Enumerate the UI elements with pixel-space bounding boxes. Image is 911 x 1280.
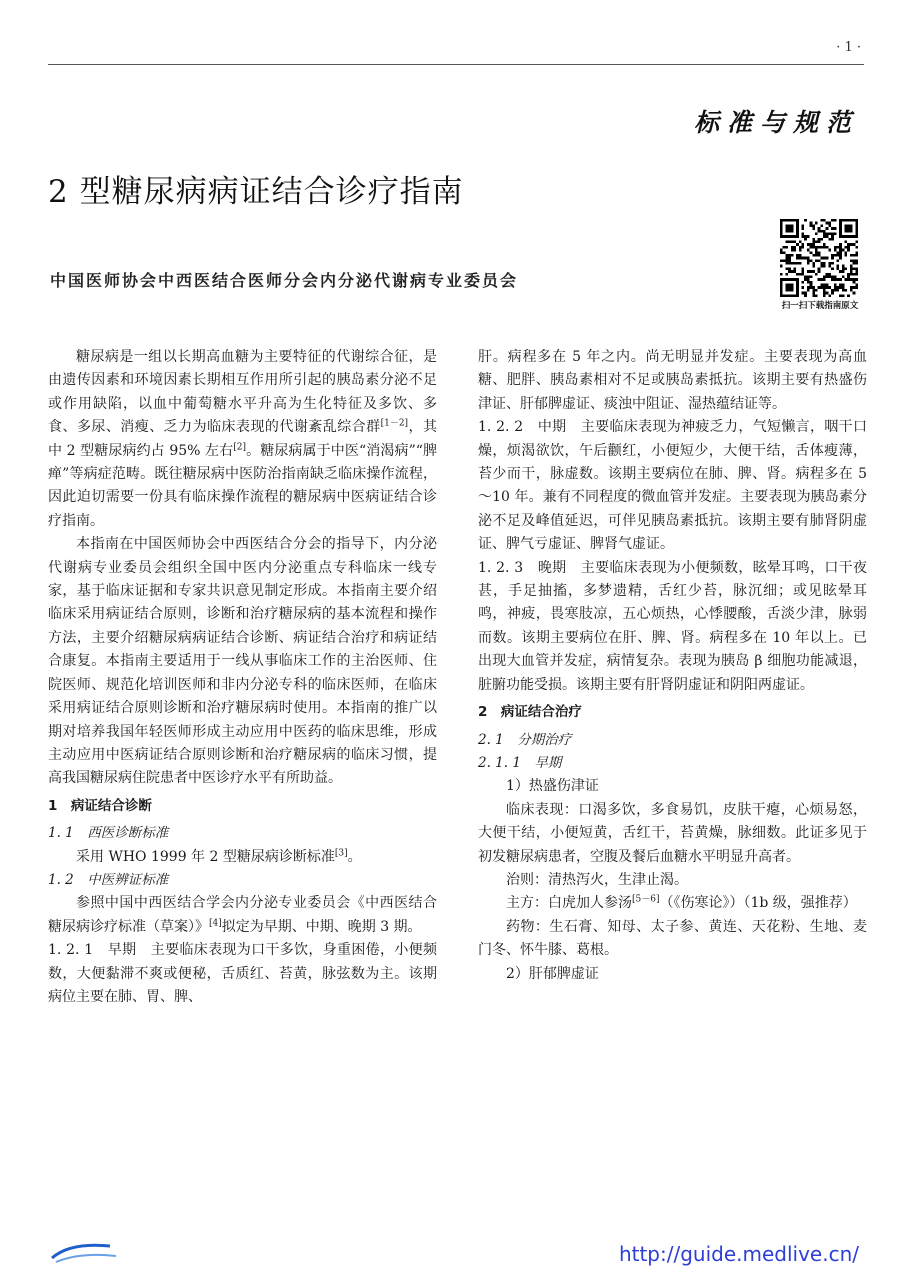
citation[interactable]: [3] <box>334 848 348 859</box>
article-title: 2 型糖尿病病证结合诊疗指南 <box>48 174 464 210</box>
intro-paragraph <box>48 346 437 533</box>
paragraph-text: 参照中国中西医结合学会内分泌专业委员会《中西医结合糖尿病诊疗标准（草案）》 <box>48 895 437 935</box>
paragraph-text: 拟定为早期、中期、晚期 3 期。 <box>221 918 422 935</box>
paragraph <box>478 892 867 915</box>
list-item: 1）热盛伤津证 <box>506 778 599 795</box>
citation[interactable]: [4] <box>209 918 222 929</box>
scope-paragraph: 本指南在中国医师协会中西医结合分会的指导下，内分泌代谢病专业委员会组织全国中医内分泌重点专科临床一线专家，基于临床证据和专家共识意见制定形成。本指南主要介绍临床采用病证结合原则，诊断和治疗糖尿病的基本流程和操作方法，主要介绍糖尿病病证结合诊断、病证结合治疗和病证结合康复。本指南主要适用于一线从事临床工作的主治医师、住院医师、规范化培训医师和非内分泌专科的临床医师，在临床采用病证结合原则诊断和治疗糖尿病时使用。本指南的推广以期对培养我国年轻医师形成主动应用中医药的临床思维，形成主动应用中医病证结合原则诊断和治疗糖尿病的临床习惯，提高我国糖尿病住院患者中医诊疗水平有所助益。 <box>48 536 437 787</box>
intro-text-b: ，其中 2 型糖尿病约占 95% 左右 <box>48 419 437 459</box>
paragraph-text: 。 <box>347 848 362 865</box>
section-heading: 1 病证结合诊断 <box>48 797 152 814</box>
subsection-heading: 2. 1 分期治疗 <box>478 731 572 748</box>
qr-code-icon[interactable] <box>780 219 858 297</box>
paragraph: 1. 2. 2 中期 主要临床表现为神疲乏力，气短懒言，咽干口燥，烦渴欲饮，午后颧红，小便短少，大便干结，舌体瘦薄，苔少而干，脉虚数。该期主要病位在肺、脾、肾。病程多在 5～10 年。兼有不同程度的微血管并发症。主要表现为胰岛素分泌不足及峰值延迟，可伴见胰岛素抵抗。该期主要有肺肾阴虚证、脾气亏虚证、脾肾气虚证。 <box>478 419 867 553</box>
section-heading: 2 病证结合治疗 <box>478 704 582 721</box>
paragraph: 药物：生石膏、知母、太子参、黄连、天花粉、生地、麦门冬、怀牛膝、葛根。 <box>478 918 867 959</box>
paragraph: 1. 2. 3 晚期 主要临床表现为小便频数，眩晕耳鸣，口干夜甚，手足抽搐，多梦遗精，舌红少苔，脉沉细；或见眩晕耳鸣，神疲，畏寒肢凉，五心烦热，心悸腰酸，舌淡少津，脉弱而数。该期主要病位在肝、脾、肾。病程多在 10 年以上。已出现大血管并发症，病情复杂。表现为胰岛 β 细胞功能减退，脏腑功能受损。该期主要有肝肾阴虚证和阴阳两虚证。 <box>478 559 867 693</box>
paragraph <box>48 846 437 869</box>
medlive-logo[interactable] <box>50 1238 120 1266</box>
intro-text-c: 。糖尿病属于中医“消渴病”“脾瘅”等病症范畴。既往糖尿病中医防治指南缺乏临床操作流程，因此迫切需要一份具有临床操作流程的糖尿病中医病证结合诊疗指南。 <box>48 442 437 529</box>
paragraph: 临床表现：口渴多饮，多食易饥，皮肤干瘪，心烦易怒，大便干结，小便短黄，舌红干，苔黄燥，脉细数。此证多见于初发糖尿病患者，空腹及餐后血糖水平明显升高者。 <box>478 801 867 865</box>
citation[interactable]: [2] <box>233 442 246 453</box>
top-rule <box>48 64 864 65</box>
paragraph-text: （《伤寒论》）（1b 级，强推荐） <box>659 895 857 912</box>
page-number: · 1 · <box>836 40 861 55</box>
subsection-heading: 1. 2 中医辨证标准 <box>48 871 169 888</box>
paragraph-text: 主方：白虎加人参汤 <box>506 895 632 912</box>
subsection-heading: 2. 1. 1 早期 <box>478 754 562 771</box>
footer-url[interactable]: http://guide.medlive.cn/ <box>618 1242 859 1266</box>
section-label: 标准与规范 <box>693 108 859 137</box>
list-item: 2）肝郁脾虚证 <box>506 965 599 982</box>
paragraph: 肝。病程多在 5 年之内。尚无明显并发症。主要表现为高血糖、肥胖、胰岛素相对不足或胰岛素抵抗。该期主要有热盛伤津证、肝郁脾虚证、痰浊中阻证、湿热蕴结证等。 <box>478 349 867 412</box>
paragraph: 1. 2. 1 早期 主要临床表现为口干多饮，身重困倦，小便频数，大便黏滞不爽或便秘，舌质红、苔黄，脉弦数为主。该期病位主要在肺、胃、脾、 <box>48 942 437 1005</box>
right-column <box>478 346 867 986</box>
paragraph-text: 采用 WHO 1999 年 2 型糖尿病诊断标准 <box>76 848 335 865</box>
intro-text-a: 糖尿病是一组以长期高血糖为主要特征的代谢综合征，是由遗传因素和环境因素长期相互作用所引起的胰岛素分泌不足或作用缺陷，以血中葡萄糖水平升高为生化特征及多饮、多食、多尿、消瘦、乏力为临床表现的代谢紊乱综合群 <box>48 349 437 436</box>
subsection-heading: 1. 1 西医诊断标准 <box>48 825 169 842</box>
qr-caption: 扫一扫下载指南原文 <box>781 301 859 311</box>
citation[interactable]: [5－6] <box>632 894 660 905</box>
left-column <box>48 346 437 1009</box>
paragraph <box>48 892 437 939</box>
paragraph: 治则：清热泻火，生津止渴。 <box>506 871 688 888</box>
author-line: 中国医师协会中西医结合医师分会内分泌代谢病专业委员会 <box>50 271 519 290</box>
citation[interactable]: [1－2] <box>380 418 409 429</box>
